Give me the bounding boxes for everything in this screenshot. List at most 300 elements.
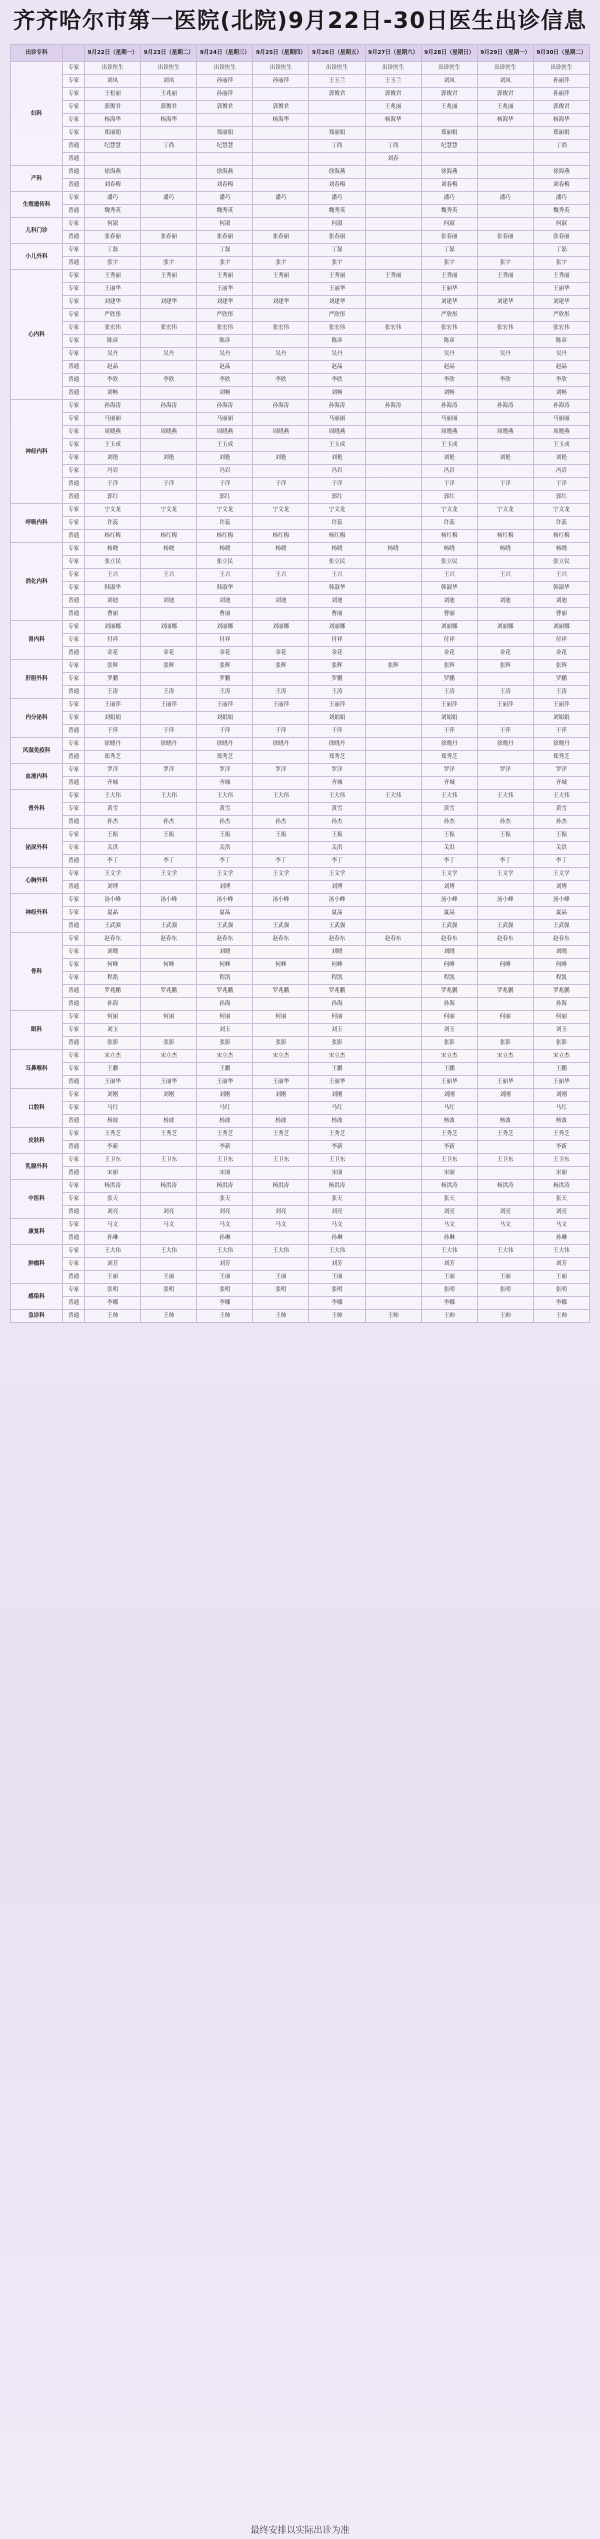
doctor-cell: 许蕊 — [85, 517, 141, 530]
clinic-type: 专家 — [63, 712, 85, 725]
doctor-cell — [253, 946, 309, 959]
doctor-cell: 王秀芝 — [85, 1128, 141, 1141]
doctor-cell: 王大伟 — [141, 790, 197, 803]
table-row — [11, 491, 590, 504]
doctor-cell: 杨晓 — [309, 543, 365, 556]
doctor-cell — [253, 205, 309, 218]
doctor-cell: 王秀芝 — [141, 1128, 197, 1141]
doctor-cell: 王大伟 — [253, 1245, 309, 1258]
doctor-cell: 刘凤 — [421, 75, 477, 88]
doctor-cell: 张天 — [197, 1193, 253, 1206]
doctor-cell: 王丽华 — [477, 1076, 533, 1089]
doctor-cell: 李丁 — [141, 855, 197, 868]
table-row — [11, 75, 590, 88]
doctor-cell — [141, 205, 197, 218]
table-row — [11, 88, 590, 101]
doctor-cell: 罗鹏 — [533, 673, 589, 686]
table-row — [11, 62, 590, 75]
table-row — [11, 647, 590, 660]
doctor-cell: 杨波 — [533, 1115, 589, 1128]
table-row — [11, 1128, 590, 1141]
doctor-cell: 李新 — [309, 1141, 365, 1154]
clinic-type: 专家 — [63, 933, 85, 946]
doctor-cell: 张立民 — [197, 556, 253, 569]
dept-name: 心内科 — [11, 270, 63, 400]
clinic-type: 专家 — [63, 829, 85, 842]
doctor-cell: 宁文龙 — [85, 504, 141, 517]
doctor-cell: 王卫东 — [533, 1154, 589, 1167]
doctor-cell: 何丽 — [141, 1011, 197, 1024]
doctor-cell — [141, 907, 197, 920]
doctor-cell — [309, 114, 365, 127]
doctor-cell: 张宇 — [309, 257, 365, 270]
doctor-cell: 张宏伟 — [365, 322, 421, 335]
clinic-type: 专家 — [63, 764, 85, 777]
doctor-cell: 刘艳 — [477, 452, 533, 465]
doctor-cell: 孙海涛 — [85, 400, 141, 413]
doctor-cell: 王大伟 — [253, 790, 309, 803]
doctor-cell: 李欣 — [309, 374, 365, 387]
doctor-cell: 马丽丽 — [533, 413, 589, 426]
clinic-type: 专家 — [63, 621, 85, 634]
table-row — [11, 673, 590, 686]
table-row — [11, 1063, 590, 1076]
doctor-cell: 刘刚 — [533, 1089, 589, 1102]
doctor-cell: 孙丽萍 — [533, 88, 589, 101]
doctor-cell: 张立民 — [421, 556, 477, 569]
doctor-cell: 李丁 — [533, 855, 589, 868]
doctor-cell — [253, 387, 309, 400]
table-row — [11, 179, 590, 192]
doctor-cell: 王帅 — [477, 1310, 533, 1323]
doctor-cell — [365, 348, 421, 361]
doctor-cell — [365, 569, 421, 582]
doctor-cell — [477, 1297, 533, 1310]
doctor-cell — [253, 244, 309, 257]
table-row — [11, 153, 590, 166]
doctor-cell: 徐晓丹 — [197, 738, 253, 751]
doctor-cell: 刘亮 — [309, 1206, 365, 1219]
doctor-cell: 宋立杰 — [477, 1050, 533, 1063]
table-row — [11, 1297, 590, 1310]
doctor-cell — [253, 517, 309, 530]
doctor-cell — [365, 738, 421, 751]
doctor-cell: 刘建华 — [85, 296, 141, 309]
doctor-cell — [253, 283, 309, 296]
doctor-cell: 刘芳 — [309, 1258, 365, 1271]
doctor-cell: 王丽 — [533, 1271, 589, 1284]
clinic-type: 普通 — [63, 816, 85, 829]
doctor-cell: 刘刚 — [197, 1089, 253, 1102]
doctor-cell: 杨海华 — [85, 114, 141, 127]
doctor-cell — [477, 205, 533, 218]
doctor-cell: 于洋 — [141, 478, 197, 491]
doctor-cell: 罗洋 — [141, 764, 197, 777]
doctor-cell: 王丽华 — [421, 283, 477, 296]
doctor-cell — [253, 166, 309, 179]
doctor-cell: 周晓燕 — [533, 426, 589, 439]
table-row — [11, 920, 590, 933]
doctor-cell — [365, 881, 421, 894]
doctor-cell — [365, 491, 421, 504]
clinic-type: 普通 — [63, 1232, 85, 1245]
doctor-cell: 王大伟 — [309, 790, 365, 803]
doctor-cell: 刘刚 — [477, 1089, 533, 1102]
doctor-cell: 宁文龙 — [309, 504, 365, 517]
doctor-cell: 郑丽娟 — [85, 127, 141, 140]
clinic-type: 专家 — [63, 1050, 85, 1063]
doctor-cell: 刘畅 — [533, 387, 589, 400]
doctor-cell — [253, 491, 309, 504]
doctor-cell — [253, 88, 309, 101]
doctor-cell: 刘丽娜 — [141, 621, 197, 634]
doctor-cell: 郑丽娟 — [533, 127, 589, 140]
table-row — [11, 530, 590, 543]
clinic-type: 专家 — [63, 413, 85, 426]
doctor-cell: 吴丹 — [141, 348, 197, 361]
clinic-type: 专家 — [63, 907, 85, 920]
clinic-type: 专家 — [63, 426, 85, 439]
dept-name: 神经内科 — [11, 400, 63, 504]
clinic-type: 专家 — [63, 218, 85, 231]
doctor-cell: 韩淑华 — [533, 582, 589, 595]
table-row — [11, 777, 590, 790]
doctor-cell: 马红 — [533, 1102, 589, 1115]
table-row — [11, 686, 590, 699]
doctor-cell: 刘亮 — [141, 1206, 197, 1219]
doctor-cell: 刘芳 — [85, 1258, 141, 1271]
doctor-cell: 王丽 — [309, 1271, 365, 1284]
doctor-cell: 吴丹 — [421, 348, 477, 361]
clinic-type: 普通 — [63, 920, 85, 933]
doctor-cell: 王振 — [253, 829, 309, 842]
doctor-cell: 潘巧 — [309, 192, 365, 205]
doctor-cell: 孙海涛 — [253, 400, 309, 413]
table-row — [11, 1024, 590, 1037]
doctor-cell: 刘玉 — [309, 1024, 365, 1037]
doctor-cell: 孙丽萍 — [253, 75, 309, 88]
doctor-cell: 刘艳 — [253, 452, 309, 465]
doctor-cell: 郑秀芝 — [197, 751, 253, 764]
doctor-cell: 吴丹 — [533, 348, 589, 361]
doctor-cell: 张宏伟 — [197, 322, 253, 335]
doctor-cell — [365, 868, 421, 881]
doctor-cell — [477, 413, 533, 426]
doctor-cell: 刘畅 — [85, 387, 141, 400]
doctor-cell: 张辉 — [141, 660, 197, 673]
doctor-cell — [365, 751, 421, 764]
doctor-cell: 何丽 — [197, 1011, 253, 1024]
dept-name: 妇科 — [11, 62, 63, 166]
clinic-type: 普通 — [63, 608, 85, 621]
doctor-cell: 刘晓 — [533, 946, 589, 959]
doctor-cell: 杨红梅 — [141, 530, 197, 543]
doctor-cell: 孙海涛 — [365, 400, 421, 413]
clinic-type: 普通 — [63, 1297, 85, 1310]
doctor-cell — [141, 283, 197, 296]
doctor-cell — [477, 309, 533, 322]
doctor-cell: 赵晶 — [421, 361, 477, 374]
doctor-cell — [477, 465, 533, 478]
doctor-cell: 孙丽萍 — [197, 88, 253, 101]
doctor-cell: 刘畅 — [309, 387, 365, 400]
doctor-cell — [253, 1297, 309, 1310]
doctor-cell: 王丽萍 — [141, 699, 197, 712]
doctor-cell: 刘玉 — [533, 1024, 589, 1037]
doctor-cell: 刘建华 — [477, 296, 533, 309]
dept-name: 乳腺外科 — [11, 1154, 63, 1180]
doctor-cell: 吴丹 — [85, 348, 141, 361]
doctor-cell — [365, 894, 421, 907]
doctor-cell: 王文学 — [421, 868, 477, 881]
doctor-cell: 徐晓丹 — [85, 738, 141, 751]
doctor-cell: 何峰 — [141, 959, 197, 972]
doctor-cell — [477, 335, 533, 348]
doctor-cell: 冯岩 — [421, 465, 477, 478]
doctor-cell: 刘建华 — [421, 296, 477, 309]
doctor-cell: 齐城 — [85, 777, 141, 790]
doctor-cell: 付祥 — [309, 634, 365, 647]
doctor-cell: 王兴 — [253, 569, 309, 582]
table-row — [11, 1193, 590, 1206]
clinic-type: 专家 — [63, 543, 85, 556]
doctor-cell: 于洋 — [197, 478, 253, 491]
clinic-type: 专家 — [63, 673, 85, 686]
doctor-cell: 宋立杰 — [197, 1050, 253, 1063]
table-row — [11, 582, 590, 595]
doctor-cell: 刘芳 — [197, 1258, 253, 1271]
doctor-cell: 魏秀英 — [197, 205, 253, 218]
doctor-cell: 张明 — [197, 1284, 253, 1297]
clinic-type: 普通 — [63, 1271, 85, 1284]
clinic-type: 普通 — [63, 140, 85, 153]
doctor-cell: 丁磊 — [533, 244, 589, 257]
doctor-cell: 张春丽 — [533, 231, 589, 244]
doctor-cell: 潘巧 — [85, 192, 141, 205]
doctor-cell: 王大伟 — [197, 1245, 253, 1258]
table-row — [11, 1271, 590, 1284]
clinic-type: 专家 — [63, 465, 85, 478]
clinic-type: 普通 — [63, 1115, 85, 1128]
doctor-cell: 郭红 — [533, 491, 589, 504]
doctor-cell: 夏晶 — [533, 907, 589, 920]
doctor-cell: 杨洪涛 — [253, 1180, 309, 1193]
clinic-type: 普通 — [63, 257, 85, 270]
table-row — [11, 361, 590, 374]
doctor-cell — [253, 998, 309, 1011]
clinic-type: 专家 — [63, 1219, 85, 1232]
table-row — [11, 660, 590, 673]
clinic-type: 普通 — [63, 361, 85, 374]
doctor-cell: 郑秀芝 — [85, 751, 141, 764]
doctor-cell: 王丽 — [253, 1271, 309, 1284]
doctor-cell: 孙海 — [85, 998, 141, 1011]
doctor-cell — [365, 595, 421, 608]
doctor-cell — [477, 842, 533, 855]
clinic-type: 专家 — [63, 556, 85, 569]
doctor-cell: 罗洋 — [421, 764, 477, 777]
doctor-cell: 杨海华 — [141, 114, 197, 127]
doctor-cell: 李娜 — [85, 1297, 141, 1310]
doctor-cell — [253, 673, 309, 686]
doctor-cell — [477, 712, 533, 725]
table-row — [11, 1284, 590, 1297]
clinic-type: 专家 — [63, 1063, 85, 1076]
doctor-cell: 王卫东 — [141, 1154, 197, 1167]
dept-name: 耳鼻喉科 — [11, 1050, 63, 1089]
doctor-cell: 于洋 — [533, 478, 589, 491]
doctor-cell: 杨洪涛 — [85, 1180, 141, 1193]
doctor-cell: 王涛 — [197, 686, 253, 699]
doctor-cell: 孙海涛 — [197, 400, 253, 413]
clinic-type: 普通 — [63, 777, 85, 790]
table-row — [11, 218, 590, 231]
doctor-cell: 郭红 — [197, 491, 253, 504]
doctor-cell: 何峰 — [197, 959, 253, 972]
doctor-cell: 张辉 — [253, 660, 309, 673]
doctor-cell: 赵晶 — [309, 361, 365, 374]
table-row — [11, 998, 590, 1011]
doctor-cell: 王大伟 — [309, 1245, 365, 1258]
doctor-cell: 王文学 — [309, 868, 365, 881]
doctor-cell: 罗洋 — [85, 764, 141, 777]
doctor-cell — [365, 1102, 421, 1115]
doctor-cell: 齐城 — [309, 777, 365, 790]
table-row — [11, 790, 590, 803]
doctor-cell: 丁磊 — [197, 244, 253, 257]
doctor-cell: 马丽丽 — [85, 413, 141, 426]
table-row — [11, 959, 590, 972]
doctor-cell — [477, 491, 533, 504]
clinic-type: 专家 — [63, 790, 85, 803]
doctor-cell: 王振 — [85, 829, 141, 842]
doctor-cell: 魏秀英 — [533, 205, 589, 218]
doctor-cell: 张宏伟 — [421, 322, 477, 335]
clinic-type: 普通 — [63, 153, 85, 166]
doctor-cell: 陈彦 — [421, 335, 477, 348]
table-row — [11, 946, 590, 959]
table-row — [11, 816, 590, 829]
doctor-cell — [365, 452, 421, 465]
table-row — [11, 1011, 590, 1024]
doctor-cell: 于萍 — [309, 725, 365, 738]
doctor-cell — [141, 1102, 197, 1115]
doctor-cell — [141, 1258, 197, 1271]
doctor-cell: 王武强 — [141, 920, 197, 933]
doctor-cell — [365, 1011, 421, 1024]
doctor-cell: 张明 — [309, 1284, 365, 1297]
dept-name: 普外科 — [11, 790, 63, 829]
doctor-cell: 宋立杰 — [141, 1050, 197, 1063]
column-header: 9月24日（星期三） — [197, 45, 253, 62]
doctor-cell: 冯岩 — [197, 465, 253, 478]
doctor-cell: 金花 — [141, 647, 197, 660]
doctor-cell: 宋丽 — [197, 1167, 253, 1180]
doctor-cell: 赵春东 — [533, 933, 589, 946]
doctor-cell: 付祥 — [85, 634, 141, 647]
doctor-cell: 王振 — [309, 829, 365, 842]
dept-name: 中医科 — [11, 1180, 63, 1219]
doctor-cell: 张明 — [85, 1284, 141, 1297]
doctor-cell: 金花 — [253, 647, 309, 660]
doctor-cell — [253, 556, 309, 569]
doctor-cell — [477, 1141, 533, 1154]
doctor-cell — [141, 361, 197, 374]
doctor-cell: 郑丽娟 — [421, 127, 477, 140]
doctor-cell: 郭俊君 — [365, 88, 421, 101]
doctor-cell — [253, 803, 309, 816]
doctor-cell: 王涛 — [85, 686, 141, 699]
clinic-type: 专家 — [63, 504, 85, 517]
doctor-cell: 何丽 — [85, 1011, 141, 1024]
doctor-cell: 罗兆鹏 — [253, 985, 309, 998]
doctor-cell: 孙丽萍 — [197, 75, 253, 88]
doctor-cell: 罗洋 — [197, 764, 253, 777]
doctor-cell — [365, 985, 421, 998]
clinic-type: 普通 — [63, 1037, 85, 1050]
table-row — [11, 556, 590, 569]
clinic-type: 专家 — [63, 296, 85, 309]
doctor-cell: 宋立杰 — [253, 1050, 309, 1063]
doctor-cell — [253, 1141, 309, 1154]
doctor-cell: 刘博 — [309, 881, 365, 894]
doctor-cell: 刘建华 — [197, 296, 253, 309]
clinic-type: 专家 — [63, 699, 85, 712]
doctor-cell: 汤小峰 — [85, 894, 141, 907]
doctor-cell: 冯岩 — [85, 465, 141, 478]
doctor-cell: 李欣 — [477, 374, 533, 387]
doctor-cell: 刘玉 — [421, 1024, 477, 1037]
doctor-cell: 孙杰 — [253, 816, 309, 829]
doctor-cell: 张宏伟 — [141, 322, 197, 335]
doctor-cell: 程凯 — [421, 972, 477, 985]
doctor-cell: 王振 — [477, 829, 533, 842]
doctor-cell: 罗鹏 — [421, 673, 477, 686]
doctor-cell: 王松丽 — [85, 88, 141, 101]
doctor-cell: 刘迪 — [197, 595, 253, 608]
table-row — [11, 309, 590, 322]
doctor-cell: 罗洋 — [477, 764, 533, 777]
doctor-cell: 孙海涛 — [421, 400, 477, 413]
doctor-cell: 出诊医生 — [141, 62, 197, 75]
dept-name: 神经外科 — [11, 894, 63, 933]
doctor-cell — [253, 127, 309, 140]
doctor-cell: 郭俊君 — [421, 88, 477, 101]
table-row — [11, 322, 590, 335]
doctor-cell: 郭俊君 — [477, 88, 533, 101]
clinic-type: 专家 — [63, 1102, 85, 1115]
doctor-cell — [253, 751, 309, 764]
doctor-cell: 程凯 — [85, 972, 141, 985]
doctor-cell — [253, 1063, 309, 1076]
doctor-cell: 王帅 — [197, 1310, 253, 1323]
doctor-cell: 丁磊 — [85, 244, 141, 257]
doctor-cell: 赵春东 — [421, 933, 477, 946]
doctor-cell: 刘丽娜 — [477, 621, 533, 634]
doctor-cell — [253, 907, 309, 920]
doctor-cell: 潘巧 — [421, 192, 477, 205]
doctor-cell: 周晓燕 — [253, 426, 309, 439]
doctor-cell: 马丽丽 — [421, 413, 477, 426]
doctor-cell: 罗洋 — [309, 764, 365, 777]
doctor-cell: 宁文龙 — [533, 504, 589, 517]
doctor-cell — [197, 114, 253, 127]
doctor-cell — [141, 1167, 197, 1180]
doctor-cell: 刘玉 — [85, 1024, 141, 1037]
column-header: 9月28日（星期日） — [421, 45, 477, 62]
doctor-cell: 黄雪 — [85, 803, 141, 816]
doctor-cell: 王秀丽 — [197, 270, 253, 283]
